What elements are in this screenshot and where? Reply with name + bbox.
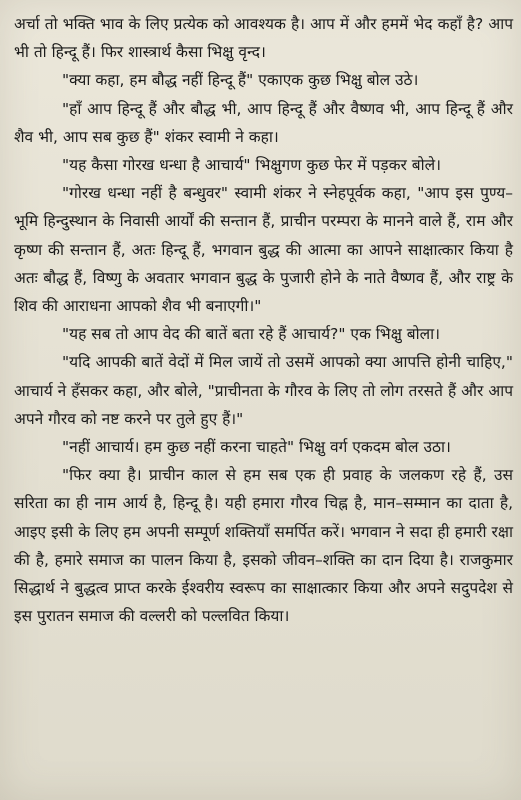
paragraph-conclusion: "फिर क्या है। प्राचीन काल से हम सब एक ही प्रवाह के जलकण रहे हैं, उस सरिता का ही नाम आर्य है, हिन्दू है। यही हमारा गौरव चिह्न है, मान–सम्मान का दाता है, आइए इसी के लिए हम अपनी सम्पूर्ण शक्तियाँ समर्पित करें। भगवान ने सदा ही हमारी रक्षा की है, हमारे समाज का पालन किया है, इसको जीवन–शक्ति का दान दिया है। राजकुमार सिद्धार्थ ने बुद्धत्व प्राप्त करके ईश्वरीय स्वरूप का साक्षात्कार किया और अपने सदुपदेश से इस पुरातन समाज की वल्लरी को पल्लवित किया। bbox=[14, 466, 513, 626]
paragraph-shankar-explanation: "गोरख धन्धा नहीं है बन्धुवर" स्वामी शंकर ने स्नेहपूर्वक कहा, "आप इस पुण्य–भूमि हिन्दुस्थान के निवासी आर्यों की सन्तान हैं, प्राचीन परम्परा के मानने वाले हैं, राम और कृष्ण की सन्तान हैं, अतः हिन्दू हैं, भगवान बुद्ध की आत्मा का आपने साक्षात्कार किया है अतः बौद्ध हैं, विष्णु के अवतार भगवान बुद्ध के पुजारी होने के नाते वैष्णव हैं, और राष्ट्र के शिव की आराधना आपको शैव भी बनाएगी।" bbox=[14, 184, 513, 316]
paragraph-gorakh-dhandha: "यह कैसा गोरख धन्धा है आचार्य" भिक्षुगण कुछ फेर में पड़कर बोले। bbox=[62, 156, 441, 175]
paragraph-shankar-answer: "हाँ आप हिन्दू हैं और बौद्ध भी, आप हिन्दू हैं और वैष्णव भी, आप हिन्दू हैं और शैव भी, आप सब कुछ हैं" शंकर स्वामी ने कहा। bbox=[14, 99, 513, 146]
paragraph-intro: अर्चा तो भक्ति भाव के लिए प्रत्येक को आवश्यक है। आप में और हममें भेद कहाँ है? आप भी तो हिन्दू हैं। फिर शास्त्रार्थ कैसा भिक्षु वृन्द। bbox=[14, 15, 513, 62]
paragraph-bhikshu-question: "क्या कहा, हम बौद्ध नहीं हिन्दू हैं" एकाएक कुछ भिक्षु बोल उठे। bbox=[62, 71, 419, 90]
paragraph-acharya-reply: "यदि आपकी बातें वेदों में मिल जायें तो उसमें आपको क्या आपत्ति होनी चाहिए," आचार्य ने हँसकर कहा, और बोले, "प्राचीनता के गौरव के लिए तो लोग तरसते हैं और आप अपने गौरव को नष्ट करने पर तुले हुए हैं।" bbox=[14, 353, 513, 428]
paragraph-bhikshu-response: "नहीं आचार्य। हम कुछ नहीं करना चाहते" भिक्षु वर्ग एकदम बोल उठा। bbox=[62, 438, 451, 457]
paragraph-veda-question: "यह सब तो आप वेद की बातें बता रहे हैं आचार्य?" एक भिक्षु बोला। bbox=[62, 325, 440, 344]
